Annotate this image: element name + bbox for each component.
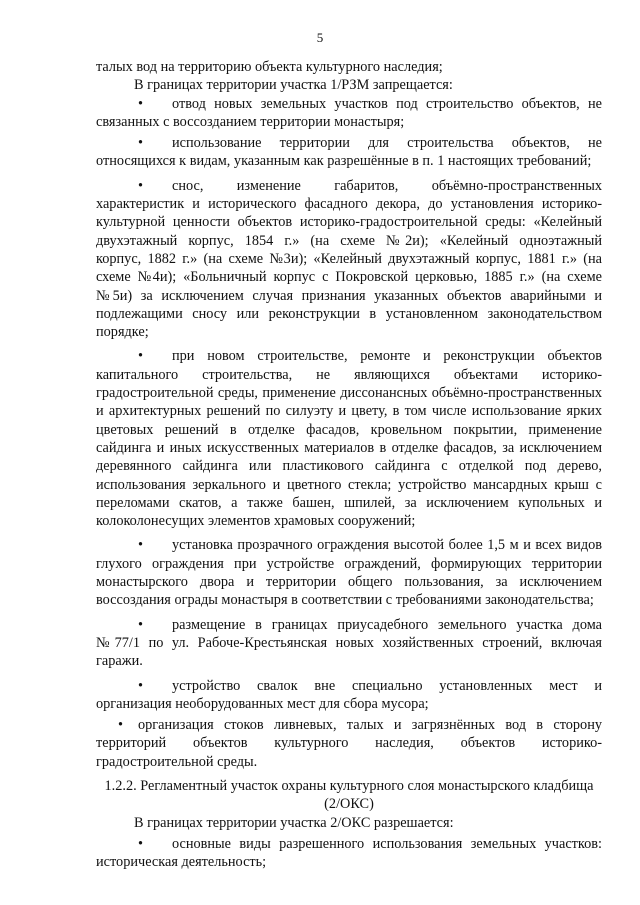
list-item: [96, 616, 602, 671]
list-item: [96, 536, 602, 609]
list-item-text: основные виды разрешенного использования земельных участков: историческая деятельность;: [96, 835, 602, 871]
bullet-icon: •: [138, 835, 144, 852]
list-item: [96, 134, 602, 171]
list-item: [96, 95, 602, 132]
bullet-icon: •: [138, 616, 144, 633]
bullet-icon: •: [138, 95, 144, 112]
bullet-icon: •: [138, 677, 144, 694]
bullet-icon: •: [138, 537, 144, 554]
list-item: [96, 716, 602, 771]
bullet-icon: •: [138, 348, 144, 365]
document-body: [96, 58, 602, 871]
zone1-prohibited-heading: В границах территории участка 1/РЗМ запрещается:: [134, 77, 453, 94]
continuation-line: талых вод на территорию объекта культурного наследия;: [96, 59, 443, 75]
section-heading: 1.2.2. Регламентный участок охраны культурного слоя монастырского кладбища (2/ОКС): [104, 777, 594, 813]
list-item-text: использование территории для строительства объектов, не относящихся к видам, указанным как разрешённые в п. 1 настоящих требований;: [96, 135, 602, 170]
list-item-text: организация стоков ливневых, талых и загрязнённых вод в сторону территорий объектов культурного наследия, объектов историко-градостроительной среды.: [96, 717, 602, 770]
bullet-icon: •: [138, 177, 144, 194]
list-item: [96, 677, 602, 714]
bullet-icon: •: [138, 135, 144, 152]
list-item: [96, 835, 602, 872]
list-item-text: размещение в границах приусадебного земельного участка дома №77/1 по ул. Рабоче-Крестьянская новых хозяйственных строений, включая гаражи.: [96, 616, 602, 670]
list-item-text: отвод новых земельных участков под строительство объектов, не связанных с воссозданием территории монастыря;: [96, 95, 602, 130]
list-item-text: установка прозрачного ограждения высотой более 1,5 м и всех видов глухого ограждения при устройстве ограждений, формирующих территории монастырского двора и территории общего пользования, за исключением воссоздания ограды монастыря в соответствии с требованиями законодательства;: [96, 537, 602, 609]
list-item: [96, 347, 602, 530]
list-item-text: снос, изменение габаритов, объёмно-пространственных характеристик и исторического фасадного декора, до установления историко-культурной ценности объектов историко-градостроительной среды: «Келейный двухэтажный корпус, 1854 г.» (на схеме №2и); «Келейный одноэтажный корпус, 1882 г.» (на схеме №3и); «Келейный двухэтажный корпус, 1881 г.» (на схеме №4и); «Больничный корпус с Покровской церковью, 1885 г.» (на схеме №5и) за исключением случая признания указанных объектов аварийными и подлежащими сносу или реконструкции в установленном законодательством порядке;: [96, 177, 602, 341]
zone2-permitted-heading: В границах территории участка 2/ОКС разрешается:: [134, 814, 454, 831]
list-item-text: при новом строительстве, ремонте и реконструкции объектов капитального строительства, не являющихся объектами историко-градостроительной среды, применение диссонансных объёмно-пространственных и архитектурных решений по силуэту и цвету, в том числе использование ярких цветовых решений в отделке фасадов, кровельном покрытии, применение сайдинга и иных искусственных материалов в отделке фасадов, за исключением деревянного сайдинга или пластикового сайдинга с отделкой под дерево, использования зеркального и цветного стекла; устройство мансардных крыш с переломами скатов, а также башен, шпилей, за исключением купольных и колоколонесущих элементов храмовых сооружений;: [96, 348, 602, 530]
list-item-text: устройство свалок вне специально установленных мест и организация необорудованных мест для сбора мусора;: [96, 677, 602, 712]
list-item: [96, 177, 602, 342]
bullet-icon: •: [118, 717, 124, 734]
page-number: 5: [316, 30, 324, 45]
